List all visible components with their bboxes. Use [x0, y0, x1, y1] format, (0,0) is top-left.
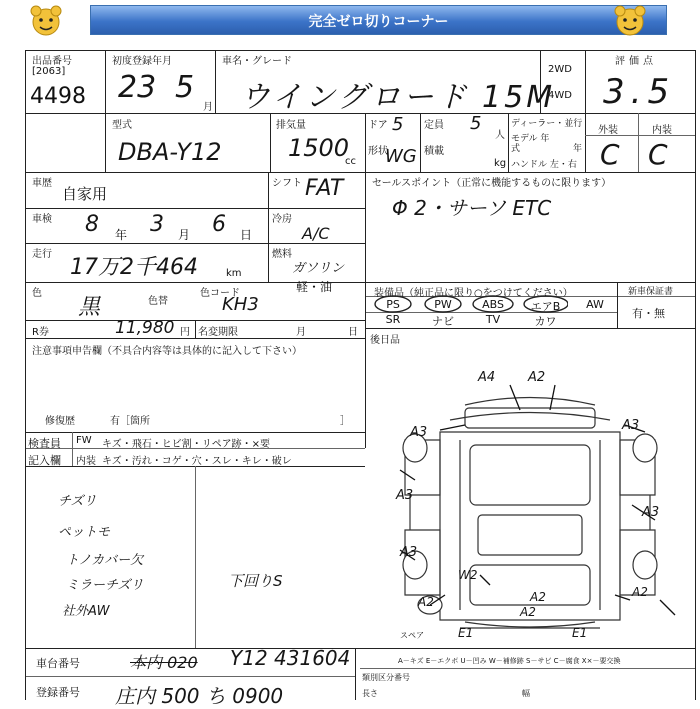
lot-number: 4498	[30, 84, 86, 109]
load-label: 積載	[424, 146, 444, 157]
mark-a2-2: A2	[530, 590, 546, 604]
reg-unit: 月	[203, 102, 213, 113]
color-code-label: 色コード	[200, 288, 240, 299]
fuel-alt: 軽・油	[296, 280, 333, 294]
mileage-unit: km	[226, 268, 242, 279]
lot-label: 出品番号	[32, 56, 72, 67]
fw-items: キズ・飛石・ヒビ割・リペア跡・×要	[102, 439, 270, 450]
capacity-label: 定員	[424, 120, 444, 131]
entry-label: 記入欄	[28, 454, 61, 467]
equipment-leather: カワ	[534, 315, 557, 328]
note-1: チズリ	[58, 494, 97, 509]
reg-month: 5	[175, 70, 195, 105]
recycle-value: 11,980	[115, 318, 175, 338]
color-code-value: KH3	[222, 294, 259, 315]
inspection-day-unit: 日	[240, 228, 253, 242]
equipment-sr: SR	[385, 313, 401, 326]
model-year-label: モデル 年式	[511, 134, 550, 154]
equipment-tv: TV	[485, 313, 501, 326]
repair-label: 修復歴	[45, 416, 75, 427]
interior-section-label: 内装	[76, 456, 96, 467]
fuel-value: ガソリン	[292, 261, 345, 276]
score-value: 3.5	[603, 72, 676, 112]
equipment-label: 装備品（純正品に限り○をつけてください）	[374, 288, 573, 299]
use-value: 自家用	[62, 185, 108, 203]
inspection-day: 6	[212, 212, 226, 237]
sales-value: Φ 2・サーソ ETC	[392, 196, 552, 220]
spare-label: スペア	[400, 631, 424, 640]
shape-value: WG	[385, 146, 417, 167]
recycle-unit: 円	[180, 327, 190, 338]
mark-a2-top: A2	[528, 370, 546, 385]
reg-label: 初度登録年月	[112, 56, 172, 67]
mascot-right-icon	[612, 2, 648, 38]
inspection-month-unit: 月	[178, 228, 191, 242]
cc-unit: cc	[345, 156, 356, 167]
mark-w2: W2	[458, 568, 478, 582]
mileage-value: 17万2千464	[70, 255, 198, 280]
name-label: 車名・グレード	[222, 56, 292, 67]
exterior-grade: C	[600, 138, 620, 171]
ac-label: 冷房	[272, 214, 292, 225]
name-value: ウイングロード 15M	[240, 80, 556, 115]
equipment-ps: PS	[386, 298, 400, 311]
cc-value: 1500	[288, 134, 350, 162]
equipment-pw: PW	[434, 298, 452, 311]
door-label: ドア	[368, 120, 388, 131]
equipment-row-2	[368, 313, 573, 329]
name-change-day: 日	[348, 327, 358, 338]
banner	[90, 5, 667, 35]
shape-label: 形状	[368, 146, 388, 157]
cc-label: 排気量	[276, 120, 306, 131]
inspection-year-unit: 年	[115, 228, 128, 242]
mark-a2-4: A2	[520, 605, 536, 619]
registration-label: 登録番号	[36, 686, 80, 699]
equipment-circles	[368, 295, 568, 315]
equipment-aw: AW	[586, 298, 604, 311]
capacity-value: 5	[470, 113, 482, 134]
mascot-left-icon	[28, 2, 64, 38]
legend-field-2: 長さ	[362, 689, 378, 698]
repair-value: 有［箇所	[110, 416, 150, 427]
interior-label: 内装	[652, 125, 672, 136]
chassis-value: Y12 431604	[230, 646, 351, 670]
reg-year: 23	[118, 70, 157, 105]
mark-a2-1: A2	[418, 595, 434, 609]
aftermarket-label: 後日品	[370, 335, 400, 346]
equipment-airbag: エアB	[530, 300, 561, 313]
fuel-label: 燃料	[272, 249, 292, 260]
equipment-abs: ABS	[482, 298, 504, 311]
mark-a4: A4	[478, 370, 496, 385]
inspector-label: 検査員	[28, 437, 61, 450]
legend-field-1: 類別区分番号	[362, 673, 410, 682]
model-label: 型式	[112, 120, 132, 131]
warranty-label: 新車保証書	[628, 287, 674, 297]
mark-e1-1: E1	[458, 626, 474, 640]
model-value: DBA-Y12	[118, 138, 222, 166]
handle-label: ハンドル 左・右	[511, 160, 577, 170]
load-unit: kg	[494, 158, 507, 169]
capacity-unit: 人	[495, 130, 505, 141]
mark-a3-3: A3	[396, 488, 414, 503]
name-change-label: 名変期限	[198, 327, 238, 338]
notes-title: 注意事項申告欄（不具合内容等は具体的に記入して下さい）	[32, 346, 302, 357]
lower-note: 下回りS	[228, 572, 283, 590]
interior-grade: C	[648, 138, 668, 171]
banner-title: 完全ゼロ切りコーナー	[308, 14, 449, 30]
note-3: トノカバー欠	[66, 553, 144, 568]
inspection-label: 車検	[32, 214, 52, 225]
mark-e1-2: E1	[572, 626, 588, 640]
color-value: 黒	[78, 295, 101, 320]
repaint-label: 色替	[148, 296, 168, 307]
mark-a3-1: A3	[410, 425, 428, 440]
exterior-label: 外装	[598, 125, 618, 136]
shift-label: シフト	[272, 178, 302, 189]
door-value: 5	[392, 114, 404, 135]
warranty-value: 有・無	[632, 307, 665, 320]
color-label: 色	[32, 288, 42, 299]
note-4: ミラーチズリ	[66, 578, 144, 593]
note-2: ペットモ	[58, 525, 111, 540]
mark-a2-3: A2	[632, 585, 648, 599]
drive-2wd: 2WD	[548, 64, 572, 75]
use-label: 車歴	[32, 178, 52, 189]
interior-items: キズ・汚れ・コゲ・穴・スレ・キレ・破レ	[102, 456, 292, 467]
mark-a3-4: A3	[642, 505, 660, 520]
name-change-month: 月	[296, 327, 306, 338]
mark-a3-5: A3	[400, 545, 418, 560]
mark-a3-2: A3	[622, 418, 640, 433]
chassis-label: 車台番号	[36, 657, 80, 670]
ac-value: A/C	[302, 224, 330, 243]
score-label: 評価点	[615, 56, 657, 67]
drive-4wd: 4WD	[548, 90, 572, 101]
chassis-struck: 本内 020	[130, 653, 198, 672]
recycle-label: R券	[32, 327, 49, 338]
fw-label: FW	[76, 435, 92, 446]
mileage-label: 走行	[32, 249, 52, 260]
sales-label: セールスポイント（正常に機能するものに限ります）	[372, 178, 612, 189]
lot-sub: [2063]	[32, 66, 66, 77]
shift-value: FAT	[305, 176, 344, 201]
inspection-month: 3	[150, 212, 164, 237]
equipment-navi: ナビ	[432, 315, 454, 328]
legend-field-3: 幅	[522, 689, 530, 698]
registration-value: 庄内 500 ち 0900	[115, 684, 284, 708]
repair-end: ］	[340, 416, 350, 427]
year-unit: 年	[573, 144, 583, 154]
legend-text: A－キズ E－エクボ U－凹み W－補修跡 S－サビ C－腐食 X×－要交換	[398, 657, 621, 665]
note-5: 社外AW	[62, 604, 110, 619]
inspection-year: 8	[85, 212, 99, 237]
dealer-label: ディーラー・並行	[511, 119, 583, 129]
